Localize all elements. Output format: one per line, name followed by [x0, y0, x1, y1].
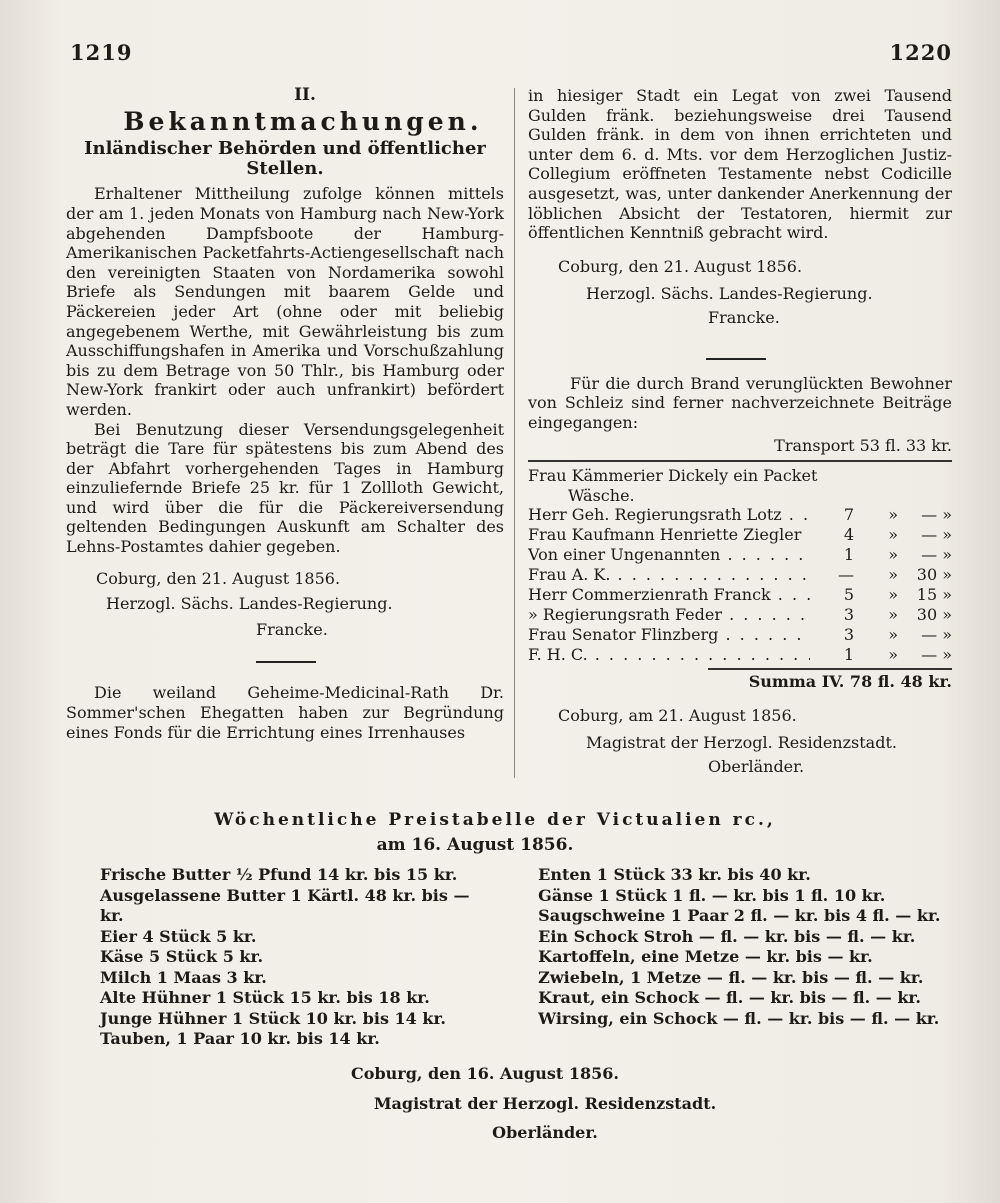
- column-divider: [514, 88, 515, 778]
- price-item: Kraut, ein Schock — fl. — kr. bis — fl. — kr.: [538, 988, 921, 1007]
- separator-rule: [256, 661, 316, 663]
- notice-paragraph-2: Bei Benutzung dieser Versendungsgelegenheit beträgt die Tare für spätestens bis zum Abend des der Abfahrt vorhergehenden Tages in Hamburg einzuliefernde Briefe 25 kr. für 1 Zollloth Gewicht, und wird über die für die Päckereiversendung geltenden Bedingungen Auskunft am Schalter des Lehns-Postamtes dahier gegeben.: [66, 419, 504, 557]
- amount-fl: 4: [843, 525, 854, 545]
- summa-line: Summa IV. 78 fl. 48 kr.: [748, 672, 952, 692]
- donation-row: [528, 625, 952, 645]
- amount-kr: 30 »: [916, 565, 952, 585]
- transport-rule: [528, 460, 952, 462]
- donation-signer: Oberländer.: [708, 756, 805, 776]
- section-number: II.: [294, 85, 316, 105]
- notice-signer: Francke.: [256, 619, 328, 639]
- price-item: Tauben, 1 Paar 10 kr. bis 14 kr.: [100, 1029, 380, 1048]
- donation-row: [528, 585, 952, 605]
- donor-name: Herr Commerzienrath Franck . . .: [528, 585, 810, 605]
- price-item: Frische Butter ½ Pfund 14 kr. bis 15 kr.: [100, 865, 458, 884]
- donation-row: [528, 565, 952, 585]
- price-table-date: am 16. August 1856.: [376, 834, 574, 855]
- donor-name: » Regierungsrath Feder . . .: [528, 605, 810, 625]
- price-item: Enten 1 Stück 33 kr. bis 40 kr.: [538, 865, 811, 884]
- amount-kr: 30 »: [916, 605, 952, 625]
- legacy-signer: Francke.: [708, 307, 780, 327]
- left-column: [66, 86, 504, 742]
- donor-name: Herr Geh. Regierungsrath Lotz . . .: [528, 505, 810, 525]
- price-item: Saugschweine 1 Paar 2 fl. — kr. bis 4 fl. — kr.: [538, 906, 941, 925]
- amount-fl: 1: [843, 545, 854, 565]
- page-number-left: 1219: [70, 40, 133, 65]
- summa-rule: [708, 668, 952, 670]
- price-item: Eier 4 Stück 5 kr.: [100, 926, 257, 946]
- price-item: Alte Hühner 1 Stück 15 kr. bis 18 kr.: [100, 988, 430, 1007]
- notice-paragraph-1: Erhaltener Mittheilung zufolge können mittels der am 1. jeden Monats von Hamburg nach New-York abgehenden Dampfsboote der Hamburg-Amerikanischen Packetfahrts-Actiengesellschaft nach den vereinigten Staaten von Nordamerika sowohl Briefe als Sendungen mit baarem Gelde und Päckereien jeder Art (ohne oder mit beliebig angegebenem Werthe, mit Gewährleistung bis zum Ausschiffungshafen in Amerika und Vorschußzahlung bis zu dem Betrage von 50 Thlr., bis Hamburg oder New-York frankirt oder auch unfrankirt) befördert werden.: [66, 184, 504, 419]
- donation-list: [528, 505, 952, 665]
- amount-kr: — »: [921, 525, 952, 545]
- amount-kr: — »: [921, 645, 952, 665]
- amount-kr: — »: [921, 505, 952, 525]
- price-footer-authority: Magistrat der Herzogl. Residenzstadt.: [373, 1094, 717, 1113]
- amount-fl: 5: [843, 585, 854, 605]
- amount-kr: — »: [921, 545, 952, 565]
- donation-authority: Magistrat der Herzogl. Residenzstadt.: [586, 733, 897, 753]
- notice-paragraph-3: Die weiland Geheime-Medicinal-Rath Dr. Sommer'schen Ehegatten haben zur Begründung eines Fonds für die Errichtung eines Irrenhauses: [66, 683, 504, 742]
- section-subtitle: Inländischer Behörden und öffentlicher Stellen.: [84, 138, 486, 179]
- amount-sep: »: [888, 605, 898, 625]
- price-table-section: [70, 810, 960, 1143]
- amount-sep: »: [888, 545, 898, 565]
- price-item: Gänse 1 Stück 1 fl. — kr. bis 1 fl. 10 kr.: [538, 885, 886, 905]
- price-item: Käse 5 Stück 5 kr.: [100, 947, 264, 966]
- donation-row: [528, 525, 952, 545]
- donation-row: [528, 545, 952, 565]
- donation-row: [528, 505, 952, 525]
- amount-fl: 7: [843, 505, 854, 525]
- notice-authority: Herzogl. Sächs. Landes-Regierung.: [106, 594, 393, 614]
- price-column-left: [70, 865, 498, 1050]
- price-item: Ausgelassene Butter 1 Kärtl. 48 kr. bis — kr.: [100, 885, 470, 925]
- amount-fl: 3: [843, 625, 854, 645]
- amount-sep: »: [888, 505, 898, 525]
- donation-row: [528, 645, 952, 665]
- price-columns: [70, 865, 960, 1050]
- price-item: Zwiebeln, 1 Metze — fl. — kr. bis — fl. — kr.: [538, 967, 924, 987]
- price-item: Ein Schock Stroh — fl. — kr. bis — fl. — kr.: [538, 926, 916, 946]
- amount-kr: 15 »: [916, 585, 952, 605]
- separator-rule: [706, 358, 766, 360]
- legacy-paragraph: in hiesiger Stadt ein Legat von zwei Tausend Gulden fränk. beziehungsweise drei Tausend Gulden fränk. in dem von ihnen errichteten und unter dem 6. d. Mts. vor dem Herzoglichen Justiz-Collegium eröffneten Testamente nebst Codicille ausgesetzt, was, unter dankender Anerkennung der löblichen Absicht der Testatoren, hiermit zur öffentlichen Kenntniß gebracht wird.: [528, 86, 952, 243]
- amount-sep: »: [888, 585, 898, 605]
- price-item: Junge Hühner 1 Stück 10 kr. bis 14 kr.: [100, 1008, 446, 1028]
- price-footer-date: Coburg, den 16. August 1856.: [351, 1063, 619, 1083]
- amount-fl: 1: [843, 645, 854, 665]
- price-column-right: [498, 865, 960, 1050]
- price-table-title: Wöchentliche Preistabelle der Victualien rc.,: [214, 810, 776, 830]
- donor-name: F. H. C. . . .: [528, 645, 810, 665]
- amount-fl: —: [838, 565, 854, 585]
- notice-date: Coburg, den 21. August 1856.: [96, 568, 341, 588]
- transport-line: Transport 53 fl. 33 kr.: [774, 436, 952, 456]
- donor-name: Frau Kaufmann Henriette Ziegler . . .: [528, 525, 810, 545]
- donation-row: [528, 605, 952, 625]
- amount-sep: »: [888, 625, 898, 645]
- section-title: Bekanntmachungen.: [123, 106, 483, 136]
- donor-name: Frau Senator Flinzberg . . .: [528, 625, 810, 645]
- donor-name: Frau A. K. . . .: [528, 565, 810, 585]
- price-item: Milch 1 Maas 3 kr.: [100, 967, 267, 987]
- donation-intro: Für die durch Brand verunglückten Bewohner von Schleiz sind ferner nachverzeichnete Beiträge eingegangen:: [528, 373, 952, 432]
- right-column: [528, 86, 952, 776]
- amount-sep: »: [888, 565, 898, 585]
- price-item: Kartoffeln, eine Metze — kr. bis — kr.: [538, 947, 873, 966]
- donation-first-line: Frau Kämmerier Dickely ein Packet: [528, 465, 818, 485]
- amount-kr: — »: [921, 625, 952, 645]
- donation-date: Coburg, am 21. August 1856.: [558, 705, 797, 725]
- donation-first-continued: Wäsche.: [568, 485, 635, 505]
- legacy-date: Coburg, den 21. August 1856.: [558, 256, 803, 276]
- amount-sep: »: [888, 525, 898, 545]
- price-item: Wirsing, ein Schock — fl. — kr. bis — fl. — kr.: [538, 1008, 940, 1028]
- amount-sep: »: [888, 645, 898, 665]
- donor-name: Von einer Ungenannten . . .: [528, 545, 810, 565]
- legacy-authority: Herzogl. Sächs. Landes-Regierung.: [586, 284, 873, 304]
- amount-fl: 3: [843, 605, 854, 625]
- page-number-right: 1220: [889, 40, 952, 65]
- price-footer-signer: Oberländer.: [492, 1122, 598, 1142]
